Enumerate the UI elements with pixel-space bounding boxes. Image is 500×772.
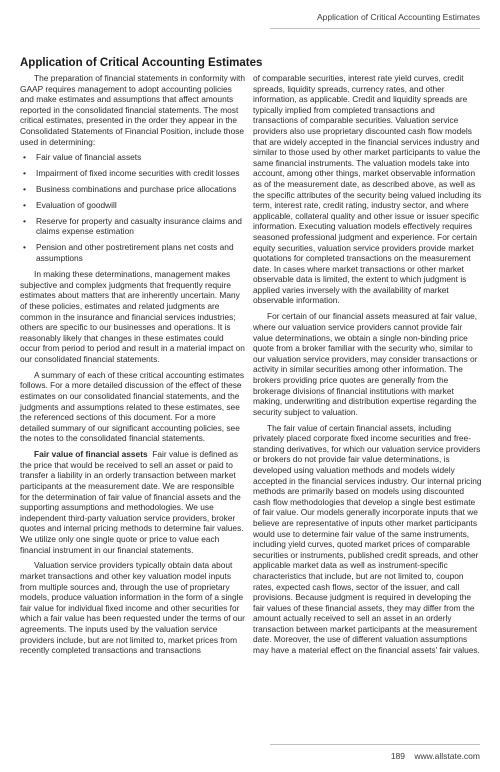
summary-paragraph: A summary of each of these critical accounting estimates follows. For a more detailed discussion of the effect of these estimates on our consolidated financial statements, and the judgments and assumptions related to these estimates, see the referenced sections of this document. For a more detailed summary of our significant accounting policies, see the notes to the consolidated financial statements. — [20, 369, 245, 444]
list-item — [20, 216, 246, 237]
bullet-icon: • — [23, 215, 26, 226]
list-item-text: Evaluation of goodwill — [36, 199, 117, 210]
estimates-list — [20, 152, 246, 263]
list-item — [20, 200, 246, 211]
section-title: Application of Critical Accounting Estimates — [20, 57, 263, 69]
list-item-text: Reserve for property and casualty insurance claims and claims expense estimation — [36, 215, 242, 237]
page-number: 189 — [390, 751, 405, 761]
internal-pricing-paragraph: The fair value of certain financial assets, including privately placed corporate fixed income securities and free-standing derivatives, for which our valuation service providers or brokers do not provide fair value determinations, is developed using valuation methods and models widely accepted in the financial services industry. Our internal pricing methods are primarily based on models using discounted cash flow methodologies that develop a single best estimate of fair value. Our models generally incorporate inputs that we believe are representative of inputs other market participants would use to determine fair value of the same instruments, including yield curves, quoted market prices of comparable securities or instruments, published credit spreads, and other applicable market data as well as instrument-specific characteristics that include, but are not limited to, coupon rates, expected cash flows, sector of the issuer, and call provisions. Because judgment is required in developing the fair values of these financial assets, they may differ from the amount actually received to sell an asset in an orderly transaction between market participants at the measurement date. Moreover, the use of different valuation assumptions may have a material effect on the financial assets' fair values. — [253, 422, 482, 656]
bullet-icon: • — [23, 152, 26, 163]
page-footer — [0, 744, 500, 764]
bullet-icon: • — [23, 168, 26, 179]
broker-quotes-paragraph: For certain of our financial assets measured at fair value, where our valuation service providers cannot provide fair value determinations, we obtain a single non-binding price quote from a broker familiar with the security who, similar to our valuation service providers, may consider transactions or activity in similar securities among other information. The brokers providing price quotes are generally from the brokerage divisions of financial institutions with market making, underwriting and distribution expertise regarding the security subject to valuation. — [253, 311, 478, 417]
right-column — [253, 73, 482, 656]
list-item — [20, 152, 246, 163]
header-divider — [270, 28, 480, 29]
left-column — [20, 73, 246, 656]
valuation-providers-paragraph: Valuation service providers typically obtain data about market transactions and other key valuation model inputs from multiple sources and, through the use of proprietary models, produce valuation information in the form of a single fair value for individual fixed income and other securities for which a fair value has been requested under the terms of our agreements. The inputs used by the valuation service providers include, but are not limited to, market prices from recently completed transactions and transactions — [20, 560, 245, 656]
list-item — [20, 242, 246, 263]
list-item-text: Fair value of financial assets — [36, 152, 142, 163]
list-item-text: Pension and other postretirement plans net costs and assumptions — [36, 241, 234, 263]
judgments-paragraph: In making these determinations, management makes subjective and complex judgments that frequently require estimates about matters that are inherently uncertain. Many of these policies, estimates and related judgments are common in the insurance and financial services industries; others are specific to our businesses and operations. It is reasonably likely that changes in these estimates could occur from period to period and result in a material impact on our consolidated financial statements. — [20, 269, 245, 364]
bullet-icon: • — [23, 184, 26, 195]
fair-value-body: Fair value is defined as the price that would be received to sell an asset or paid to transfer a liability in an orderly transaction between market participants at the measurement date. We are responsible for the determination of fair value of financial assets and the supporting assumptions and methodologies. We use independent third-party valuation service providers, broker quotes and internal pricing methods to determine fair values. We utilize only one single quote or price to value each financial instrument in our financial statements. — [20, 449, 244, 555]
continued-paragraph: of comparable securities, interest rate yield curves, credit spreads, liquidity spreads, currency rates, and other information, as applicable. Credit and liquidity spreads are typically implied from completed transactions and transactions of comparable securities. Valuation service providers also use proprietary discounted cash flow models that are widely accepted in the financial services industry and similar to those used by other market participants to value the same financial instruments. The valuation models take into account, among other things, market observable information as of the measurement date, as described above, as well as the specific attributes of the security being valued including its term, interest rate, credit rating, industry sector, and where applicable, collateral quality and other issue or issuer specific information. Executing valuation models effectively requires seasoned professional judgment and experience. For certain equity securities, valuation service providers provide market quotations for completed transactions on the measurement date. In cases where market transactions or other market observable data is limited, the extent to which judgment is applied varies inversely with the availability of market observable information. — [253, 73, 482, 306]
running-header-title: Application of Critical Accounting Estimates — [317, 12, 480, 22]
list-item-text: Impairment of fixed income securities with credit losses — [36, 168, 240, 179]
bullet-icon: • — [23, 199, 26, 210]
list-item — [20, 168, 246, 179]
fair-value-paragraph — [20, 449, 246, 555]
bullet-icon: • — [23, 241, 26, 252]
page-header — [0, 8, 500, 30]
list-item-text: Business combinations and purchase price allocations — [36, 184, 237, 195]
website-link[interactable]: www.allstate.com — [414, 751, 480, 761]
list-item — [20, 184, 246, 195]
intro-paragraph: The preparation of financial statements in conformity with GAAP requires management to adopt accounting policies and make estimates and assumptions that affect amounts reported in the consolidated financial statements. The most critical estimates, presented in the order they appear in the Consolidated Statements of Financial Position, include those used in determining: — [20, 73, 246, 147]
footer-divider — [270, 744, 480, 745]
fair-value-heading: Fair value of financial assets — [34, 449, 148, 460]
